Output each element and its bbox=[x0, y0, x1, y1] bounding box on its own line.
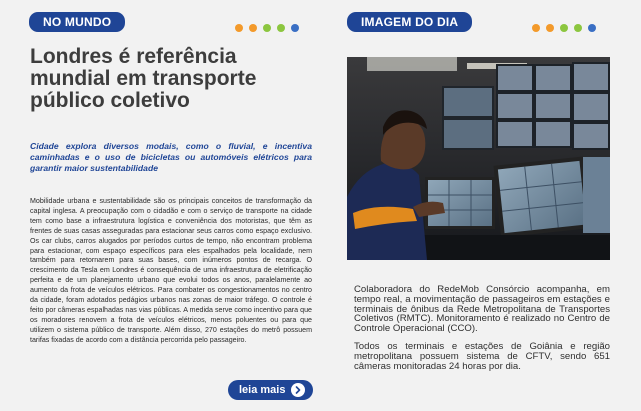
dot-orange-icon bbox=[546, 24, 554, 32]
dot-orange-icon bbox=[235, 24, 243, 32]
article-body: Mobilidade urbana e sustentabilidade são os principais conceitos de transformação da capital inglesa. A preocupação com o cidadão e com o serviço de transporte na cidade tem como base a infraestrutura logística e conveniência dos motoristas, que têm as frentes de suas casas asseguradas para estacionar seus carros como espaço exclusivo. Os car clubs, carros alugados por períodos curtos de tempo, não encontram problema para estacionar, com espaço específicos para eles espalhados pela localidade, nem também para retornarem para suas bases, com inúmeros pontos de recarga. O crescimento da Tesla em Londres é consequência de uma infraestrutura de eletrificação perfeita e de um planejamento urbano que evolui todos os anos, paralelamente ao aumento da frota de veículos elétricos. Para combater os congestionamentos no centro da cidade, foram adotados pedágios urbanos nas zonas de maior tráfego. O controle é feito por câmeras espalhadas nas vias públicas. A medida serve como incentivo para que os moradores renovem a frota de veículos elétricos, menos poluentes ou para que utilizem o sistema público de transporte. Além disso, 270 estações do metrô possuem tarifas fixadas de acordo com a distância percorrida pelo passageiro. bbox=[30, 197, 312, 344]
article-title: Londres é referência mundial em transporte público coletivo bbox=[30, 45, 257, 112]
dot-green-icon bbox=[263, 24, 271, 32]
dot-orange-icon bbox=[249, 24, 257, 32]
section-badge-no-mundo: NO MUNDO bbox=[29, 12, 125, 32]
dot-orange-icon bbox=[532, 24, 540, 32]
control-center-photo bbox=[347, 57, 610, 260]
dot-blue-icon bbox=[291, 24, 299, 32]
section-badge-imagem-do-dia: IMAGEM DO DIA bbox=[347, 12, 472, 32]
article-subtitle: Cidade explora diversos modais, como o fluvial, e incentiva caminhadas e o uso de bicicletas ou automóveis elétricos para garantir maior sustentabilidade bbox=[30, 141, 312, 173]
chevron-right-icon bbox=[291, 383, 305, 397]
read-more-button[interactable] bbox=[228, 380, 313, 400]
dot-green-icon bbox=[277, 24, 285, 32]
dot-green-icon bbox=[574, 24, 582, 32]
photo-caption bbox=[354, 285, 610, 379]
decorative-dots-right bbox=[532, 24, 596, 32]
dot-green-icon bbox=[560, 24, 568, 32]
read-more-label: leia mais bbox=[239, 384, 286, 396]
no-mundo-panel bbox=[0, 0, 318, 411]
dot-blue-icon bbox=[588, 24, 596, 32]
caption-paragraph-1: Colaboradora do RedeMob Consórcio acompanha, em tempo real, a movimentação de passageiros em estações e terminais de ônibus da Rede Metropolitana de Transportes Coletivos (RMTC). Monitoramento é realizado no Centro de Controle Operacional (CCO). bbox=[354, 284, 610, 335]
caption-paragraph-2: Todos os terminais e estações de Goiânia e região metropolitana possuem sistema de CFTV, sendo 651 câmeras monitoradas 24 horas por dia. bbox=[354, 340, 610, 372]
decorative-dots-left bbox=[235, 24, 299, 32]
